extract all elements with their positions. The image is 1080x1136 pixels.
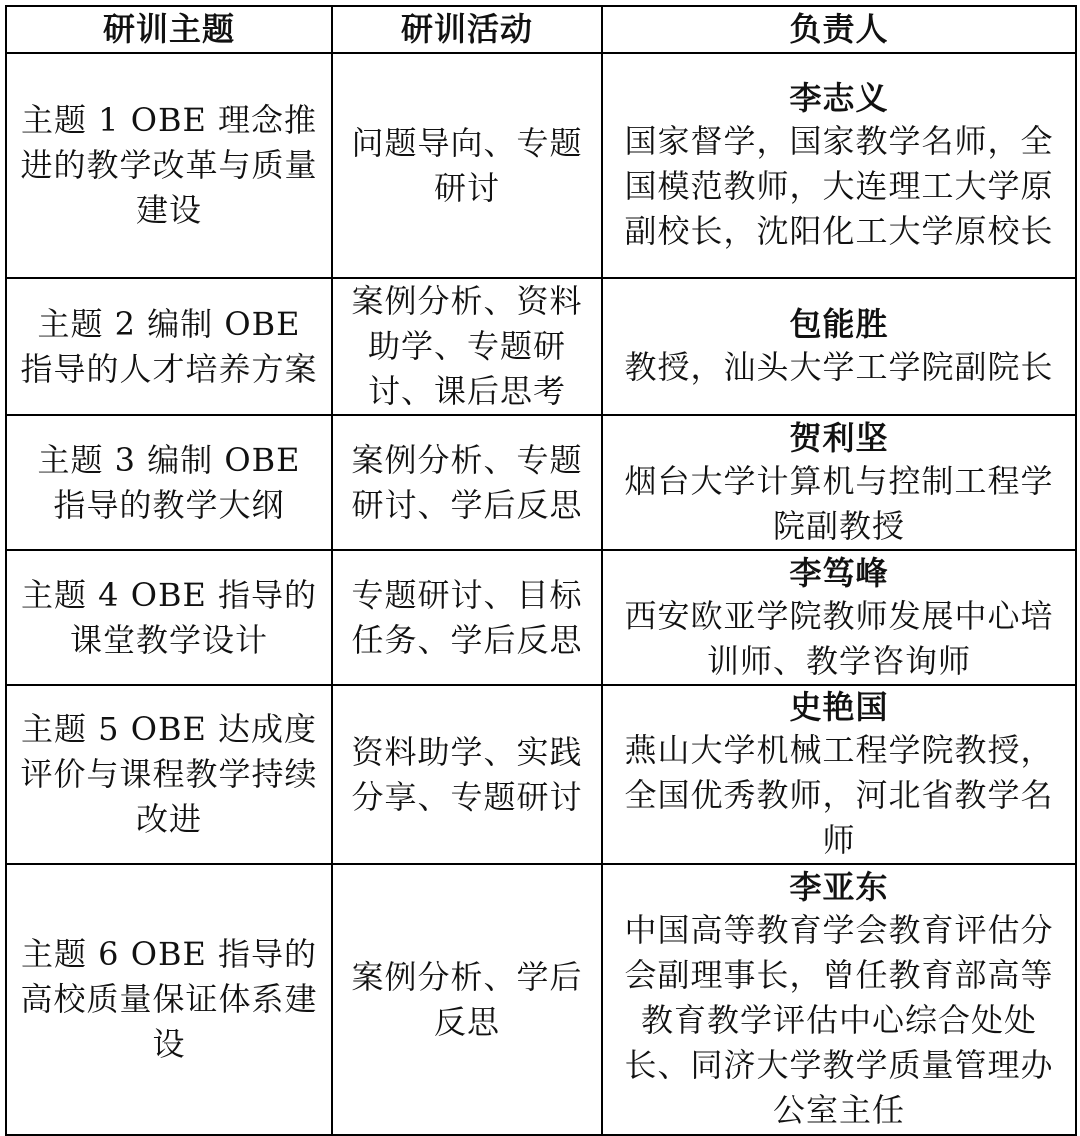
- theme-cell: 主题 5 OBE 达成度评价与课程教学持续改进: [6, 685, 332, 864]
- activity-cell: 资料助学、实践分享、专题研讨: [332, 685, 602, 864]
- person-cell: [602, 685, 1076, 864]
- header-theme: 研训主题: [6, 6, 332, 53]
- person-description: 燕山大学机械工程学院教授，全国优秀教师，河北省教学名师: [624, 731, 1054, 859]
- header-activity: 研训活动: [332, 6, 602, 53]
- header-row: [6, 6, 1076, 53]
- theme-cell: 主题 3 编制 OBE 指导的教学大纲: [6, 415, 332, 550]
- person-name: 包能胜: [789, 305, 889, 343]
- person-name: 李亚东: [789, 868, 889, 906]
- person-cell: [602, 864, 1076, 1135]
- theme-cell: 主题 1 OBE 理念推进的教学改革与质量建设: [6, 53, 332, 278]
- activity-cell: 案例分析、学后反思: [332, 864, 602, 1135]
- person-cell: [602, 53, 1076, 278]
- person-name: 史艳国: [789, 688, 889, 726]
- theme-cell: 主题 4 OBE 指导的课堂教学设计: [6, 550, 332, 685]
- theme-cell: 主题 2 编制 OBE 指导的人才培养方案: [6, 278, 332, 415]
- person-description: 烟台大学计算机与控制工程学院副教授: [624, 461, 1054, 545]
- person-description: 国家督学，国家教学名师，全国模范教师，大连理工大学原副校长，沈阳化工大学原校长: [624, 122, 1054, 250]
- table-row: [6, 685, 1076, 864]
- person-description: 西安欧亚学院教师发展中心培训师、教学咨询师: [624, 596, 1054, 680]
- table-row: [6, 550, 1076, 685]
- person-name: 贺利坚: [789, 418, 889, 457]
- header-person: 负责人: [602, 6, 1076, 53]
- person-cell: [602, 278, 1076, 415]
- table-row: [6, 278, 1076, 415]
- activity-cell: 专题研讨、目标任务、学后反思: [332, 550, 602, 685]
- person-description: 教授，汕头大学工学院副院长: [624, 348, 1054, 386]
- training-schedule-table: [5, 5, 1077, 1136]
- activity-cell: 问题导向、专题研讨: [332, 53, 602, 278]
- person-name: 李笃峰: [789, 553, 889, 592]
- person-name: 李志义: [789, 79, 889, 117]
- theme-cell: 主题 6 OBE 指导的高校质量保证体系建设: [6, 864, 332, 1135]
- person-description: 中国高等教育学会教育评估分会副理事长，曾任教育部高等教育教学评估中心综合处处长、同济大学教学质量管理办公室主任: [624, 911, 1054, 1129]
- activity-cell: 案例分析、专题研讨、学后反思: [332, 415, 602, 550]
- table-row: [6, 415, 1076, 550]
- person-cell: [602, 415, 1076, 550]
- table-row: [6, 53, 1076, 278]
- table-row: [6, 864, 1076, 1135]
- activity-cell: 案例分析、资料助学、专题研讨、课后思考: [332, 278, 602, 415]
- person-cell: [602, 550, 1076, 685]
